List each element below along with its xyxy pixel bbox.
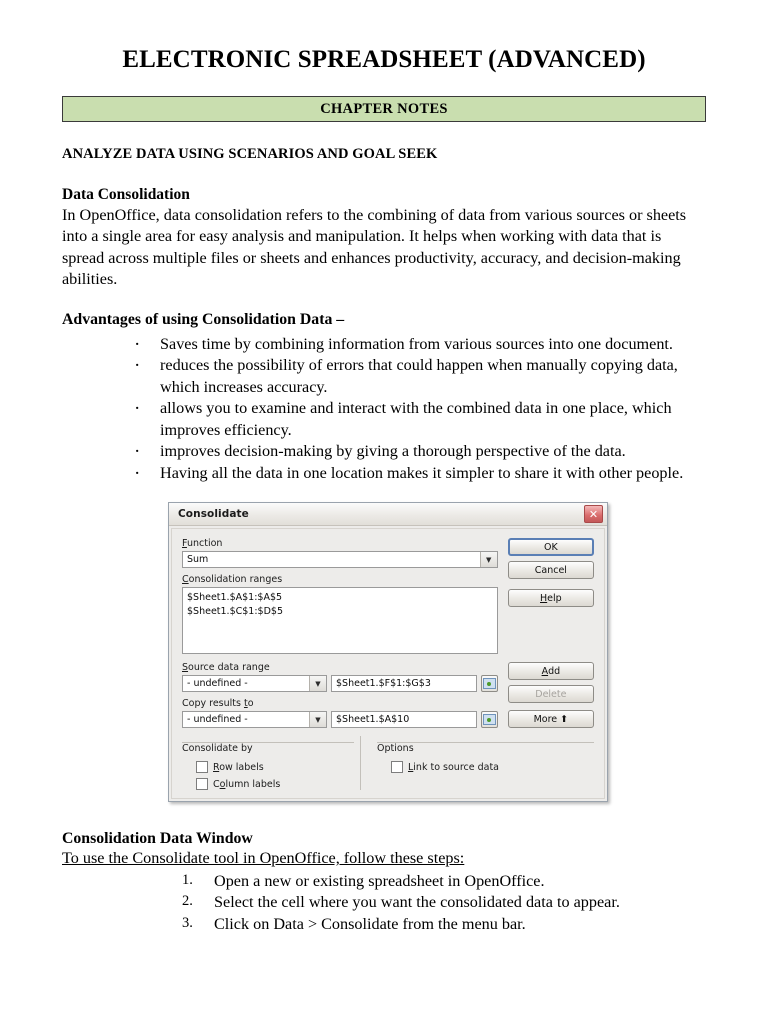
consolidation-ranges-listbox[interactable] <box>182 587 498 654</box>
advantages-heading: Advantages of using Consolidation Data – <box>62 310 345 328</box>
link-to-source-label: Link to source data <box>408 761 500 773</box>
list-item: Open a new or existing spreadsheet in OpenOffice. <box>214 871 545 890</box>
options-group <box>360 736 594 790</box>
cancel-button[interactable]: Cancel <box>508 561 594 579</box>
list-item: Select the cell where you want the consolidated data to appear. <box>214 893 620 912</box>
list-item: · Saves time by combining information from various sources into one document. <box>130 334 706 355</box>
function-select[interactable] <box>182 551 498 568</box>
row-labels-checkbox-row[interactable] <box>182 761 354 773</box>
paragraph-data-consolidation: In OpenOffice, data consolidation refers to the combining of data from various sources or sheets into a single area for easy analysis and manipulation. It helps when working with data that is spread across multiple files or sheets and enhances productivity, accuracy, and decision-making abilities. <box>62 205 687 289</box>
dialog-left-column <box>182 538 498 654</box>
delete-button: Delete <box>508 685 594 703</box>
column-labels-label: Column labels <box>213 778 281 790</box>
dialog-range-buttons <box>508 662 594 728</box>
dialog-body <box>171 528 605 799</box>
source-data-range-row <box>182 675 498 692</box>
chevron-down-icon[interactable]: ▼ <box>480 552 497 567</box>
consolidation-window-heading: Consolidation Data Window <box>62 830 253 848</box>
consolidate-by-label: Consolidate by <box>182 743 258 754</box>
consolidate-dialog <box>168 502 608 802</box>
source-data-range-label: Source data range <box>182 662 270 674</box>
source-range-select[interactable] <box>182 675 327 692</box>
function-label: Function <box>182 538 223 550</box>
range-item[interactable]: $Sheet1.$A$1:$A$5 <box>187 592 283 604</box>
consolidate-by-title <box>182 736 354 755</box>
column-labels-checkbox-row[interactable] <box>182 778 354 790</box>
shrink-range-icon[interactable] <box>481 711 498 728</box>
list-item: · improves decision-making by giving a thorough perspective of the data. <box>130 441 706 462</box>
list-item: Click on Data > Consolidate from the menu bar. <box>214 915 526 934</box>
list-item: · reduces the possibility of errors that could happen when manually copying data, which increases accuracy. <box>130 355 706 398</box>
subheading-data-consolidation: Data Consolidation <box>62 185 190 203</box>
dialog-top-row <box>182 538 594 654</box>
advantages-list <box>62 334 706 484</box>
list-item: · Having all the data in one location makes it simpler to share it with other people. <box>130 463 706 484</box>
function-value: Sum <box>187 554 209 566</box>
copy-results-to-label: Copy results to <box>182 698 254 710</box>
link-to-source-checkbox[interactable] <box>391 761 403 773</box>
options-title <box>377 736 594 755</box>
more-button[interactable]: More ⬆ <box>508 710 594 728</box>
steps-list <box>62 871 706 936</box>
copy-results-select[interactable] <box>182 711 327 728</box>
column-labels-checkbox[interactable] <box>196 778 208 790</box>
dialog-title: Consolidate <box>178 508 249 521</box>
dialog-titlebar <box>169 503 607 526</box>
section-heading: ANALYZE DATA USING SCENARIOS AND GOAL SEEK <box>62 145 438 162</box>
page-title: ELECTRONIC SPREADSHEET (ADVANCED) <box>122 46 646 73</box>
source-range-input[interactable]: $Sheet1.$F$1:$G$3 <box>331 675 477 692</box>
copy-results-select-value: - undefined - <box>187 714 248 726</box>
chevron-down-icon[interactable]: ▼ <box>309 712 326 727</box>
consolidate-dialog-figure <box>168 502 610 802</box>
options-label: Options <box>377 743 419 754</box>
list-item: · allows you to examine and interact with the combined data in one place, which improves efficiency. <box>130 398 706 441</box>
close-icon[interactable]: ✕ <box>584 505 603 523</box>
chapter-notes-banner: CHAPTER NOTES <box>62 96 706 122</box>
copy-results-row <box>182 711 498 728</box>
link-source-checkbox-row[interactable] <box>377 761 594 773</box>
consolidation-ranges-label: Consolidation ranges <box>182 574 283 586</box>
range-item[interactable]: $Sheet1.$C$1:$D$5 <box>187 605 283 617</box>
dialog-options-groups <box>182 736 594 790</box>
chevron-down-icon[interactable]: ▼ <box>309 676 326 691</box>
row-labels-label: Row labels <box>213 761 264 773</box>
copy-results-input[interactable]: $Sheet1.$A$10 <box>331 711 477 728</box>
help-button[interactable]: H elp <box>508 589 594 607</box>
consolidate-by-group <box>182 736 354 790</box>
dialog-ranges-column <box>182 662 498 728</box>
row-labels-checkbox[interactable] <box>196 761 208 773</box>
source-range-select-value: - undefined - <box>187 678 248 690</box>
add-button[interactable]: A dd <box>508 662 594 680</box>
dialog-action-buttons <box>508 538 594 654</box>
shrink-range-icon[interactable] <box>481 675 498 692</box>
window-intro-text: To use the Consolidate tool in OpenOffice, follow these steps: <box>62 849 465 868</box>
dialog-middle-row <box>182 662 594 728</box>
ok-button[interactable]: OK <box>508 538 594 556</box>
